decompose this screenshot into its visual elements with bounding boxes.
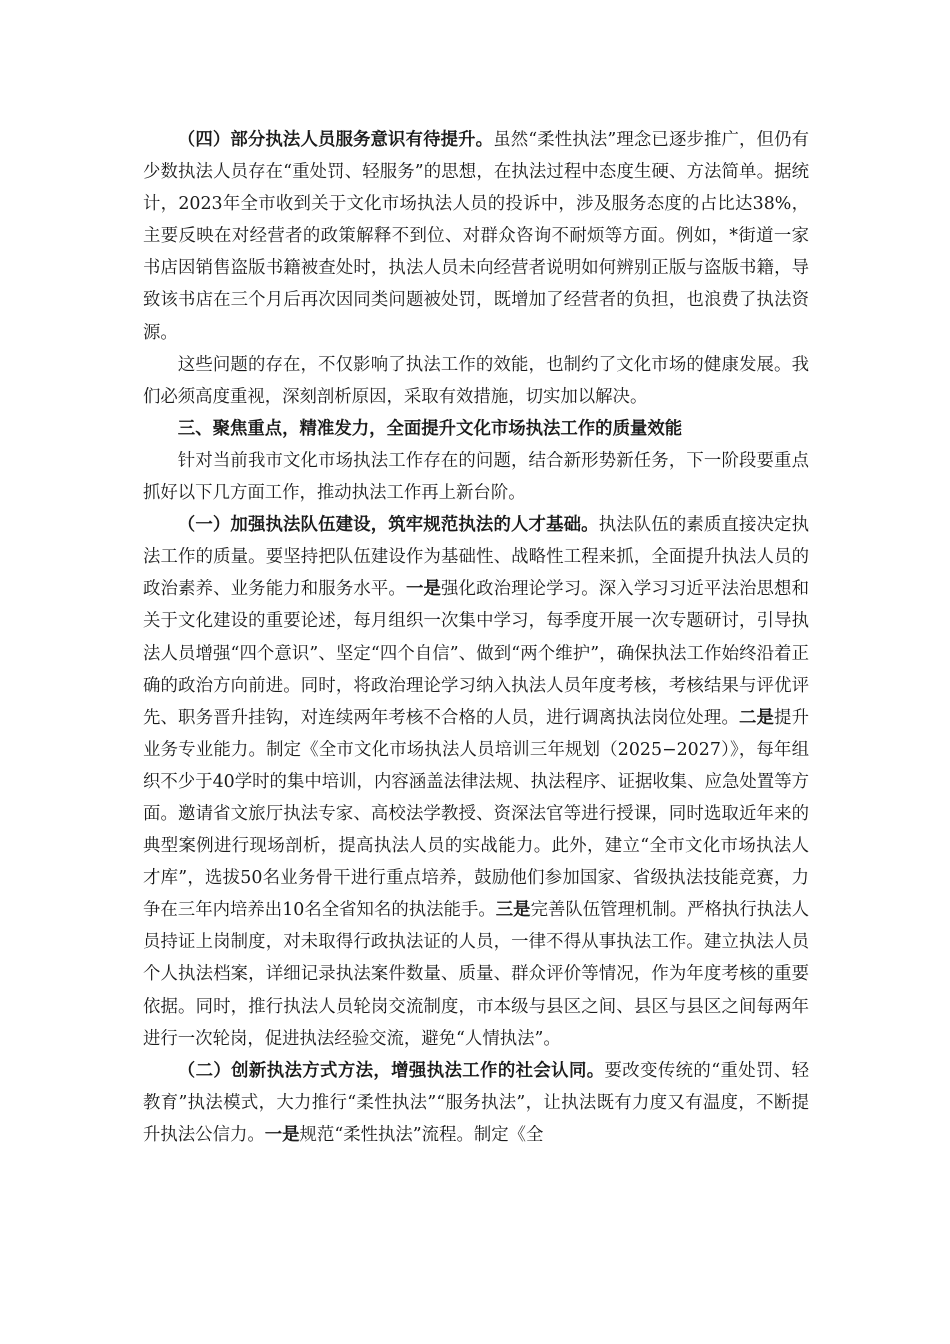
- paragraph-text: 规范“柔性执法”流程。制定《全: [299, 1124, 544, 1145]
- paragraph-text: 强化政治理论学习。深入学习习近平法治思想和关于文化建设的重要论述，每月组织一次集中学习，每季度开展一次专题研讨，引导执法人员增强“四个意识”、坚定“四个自信”、做到“两个维护”，确保执法工作始终沿着正确的政治方向前进。同时，将政治理论学习纳入执法人员年度考核，考核结果与评优评先、职务晋升挂钩，对连续两年考核不合格的人员，进行调离执法岗位处理。: [143, 579, 809, 728]
- point-marker-two: 二是: [738, 707, 775, 728]
- paragraph-text: 完善队伍管理机制。严格执行执法人员持证上岗制度，对未取得行政执法证的人员，一律不得从事执法工作。建立执法人员个人执法档案，详细记录执法案件数量、质量、群众评价等情况，作为年度考核的重要依据。同时，推行执法人员轮岗交流制度，市本级与县区之间、县区与县区之间每两年进行一次轮岗，促进执法经验交流，避免“人情执法”。: [143, 900, 809, 1049]
- paragraph-text: 提升业务专业能力。制定《全市文化市场执法人员培训三年规划（2025−2027）》，每年组织不少于40学时的集中培训，内容涵盖法律法规、执法程序、证据收集、应急处置等方面。邀请省文旅厅执法专家、高校法学教授、资深法官等进行授课，同时选取近年来的典型案例进行现场剖析，提高执法人员的实战能力。此外，建立“全市文化市场执法人才库”，选拔50名业务骨干进行重点培养，鼓励他们参加国家、省级执法技能竞赛，力争在三年内培养出10名全省知名的执法能手。: [143, 707, 809, 921]
- point-marker-three: 三是: [495, 900, 531, 921]
- paragraph-summary: [143, 349, 809, 413]
- paragraph-text: 这些问题的存在，不仅影响了执法工作的效能，也制约了文化市场的健康发展。我们必须高度重视，深刻剖析原因，采取有效措施，切实加以解决。: [143, 354, 809, 407]
- paragraph-text: 要改变传统的“重处罚、轻教育”执法模式，大力推行“柔性执法”“服务执法”，让执法既有力度又有温度，不断提升执法公信力。: [143, 1060, 809, 1145]
- paragraph-lead: （一）加强执法队伍建设，筑牢规范执法的人才基础。: [177, 515, 599, 536]
- paragraph-text: 虽然“柔性执法”理念已逐步推广，但仍有少数执法人员存在“重处罚、轻服务”的思想，在执法过程中态度生硬、方法简单。据统计，2023年全市收到关于文化市场执法人员的投诉中，涉及服务态度的占比达38%，主要反映在对经营者的政策解释不到位、对群众咨询不耐烦等方面。例如，*街道一家书店因销售盗版书籍被查处时，执法人员未向经营者说明如何辨别正版与盗版书籍，导致该书店在三个月后再次因同类问题被处罚，既增加了经营者的负担，也浪费了执法资源。: [143, 130, 809, 343]
- section-heading-three: [143, 413, 809, 445]
- paragraph-text: 针对当前我市文化市场执法工作存在的问题，结合新形势新任务，下一阶段要重点抓好以下几方面工作，推动执法工作再上新台阶。: [143, 450, 809, 504]
- paragraph-service-awareness: [143, 124, 809, 349]
- paragraph-innovation: [143, 1055, 809, 1151]
- paragraph-intro: [143, 445, 809, 509]
- heading-text: 三、聚焦重点，精准发力，全面提升文化市场执法工作的质量效能: [177, 418, 683, 439]
- point-marker-one: 一是: [264, 1124, 300, 1145]
- paragraph-text: 执法队伍的素质直接决定执法工作的质量。要坚持把队伍建设作为基础性、战略性工程来抓，全面提升执法人员的政治素养、业务能力和服务水平。: [143, 515, 809, 600]
- paragraph-lead: （二）创新执法方式方法，增强执法工作的社会认同。: [177, 1060, 605, 1081]
- paragraph-lead: （四）部分执法人员服务意识有待提升。: [177, 130, 494, 150]
- paragraph-team-building: [143, 509, 809, 1055]
- document-page: [143, 124, 809, 1151]
- point-marker-one: 一是: [405, 579, 441, 600]
